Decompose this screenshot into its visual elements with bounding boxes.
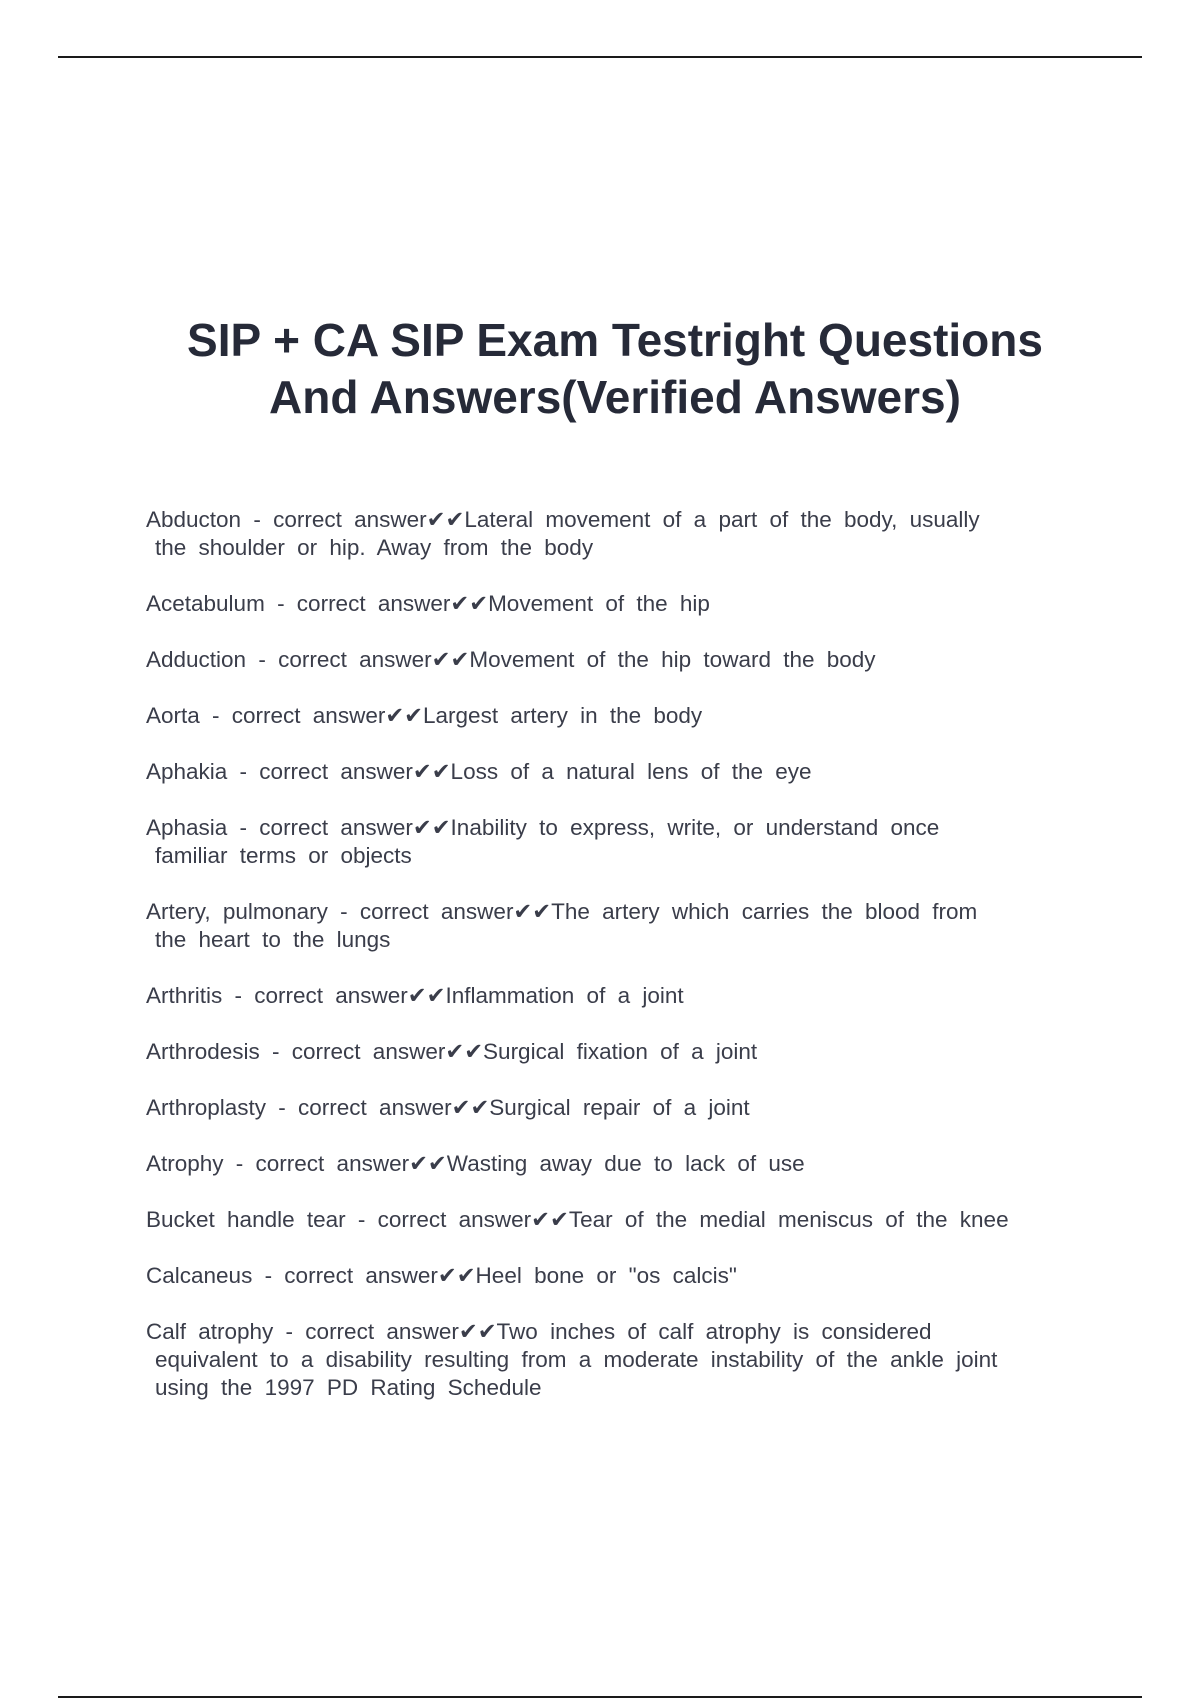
qa-line: Bucket handle tear - correct answer✔✔Tear of the medial meniscus of the knee: [146, 1207, 1009, 1232]
bottom-rule: [58, 1696, 1142, 1698]
qa-line: Aphakia - correct answer✔✔Loss of a natural lens of the eye: [146, 759, 812, 784]
qa-line: Atrophy - correct answer✔✔Wasting away due to lack of use: [146, 1151, 805, 1176]
qa-item: [146, 1206, 1086, 1234]
qa-item: [146, 814, 1086, 870]
top-rule: [58, 56, 1142, 58]
page-title-line: SIP + CA SIP Exam Testright Questions: [187, 314, 1043, 366]
qa-line: Arthrodesis - correct answer✔✔Surgical fixation of a joint: [146, 1039, 758, 1064]
qa-line: equivalent to a disability resulting from a moderate instability of the ankle joint: [155, 1347, 998, 1372]
qa-item: [146, 1262, 1086, 1290]
qa-item: [146, 1150, 1086, 1178]
qa-item: [146, 506, 1086, 562]
qa-item: [146, 1038, 1086, 1066]
qa-line: Acetabulum - correct answer✔✔Movement of the hip: [146, 591, 710, 616]
qa-item: [146, 1318, 1086, 1402]
qa-line: Abducton - correct answer✔✔Lateral movement of a part of the body, usually: [146, 507, 980, 532]
page-title: [140, 312, 1090, 426]
page-title-line: And Answers(Verified Answers): [269, 371, 961, 423]
qa-line: the shoulder or hip. Away from the body: [155, 535, 594, 560]
qa-list: [146, 506, 1086, 1430]
qa-item: [146, 982, 1086, 1010]
qa-line: Calf atrophy - correct answer✔✔Two inches of calf atrophy is considered: [146, 1319, 932, 1344]
qa-line: Calcaneus - correct answer✔✔Heel bone or "os calcis": [146, 1263, 737, 1288]
qa-line: Arthritis - correct answer✔✔Inflammation of a joint: [146, 983, 684, 1008]
qa-item: [146, 590, 1086, 618]
qa-line: using the 1997 PD Rating Schedule: [155, 1375, 542, 1400]
qa-item: [146, 1094, 1086, 1122]
qa-line: Arthroplasty - correct answer✔✔Surgical repair of a joint: [146, 1095, 750, 1120]
qa-item: [146, 758, 1086, 786]
qa-line: Artery, pulmonary - correct answer✔✔The artery which carries the blood from: [146, 899, 978, 924]
qa-line: the heart to the lungs: [155, 927, 391, 952]
qa-line: familiar terms or objects: [155, 843, 412, 868]
qa-item: [146, 646, 1086, 674]
qa-item: [146, 702, 1086, 730]
qa-line: Aphasia - correct answer✔✔Inability to express, write, or understand once: [146, 815, 940, 840]
qa-item: [146, 898, 1086, 954]
qa-line: Adduction - correct answer✔✔Movement of the hip toward the body: [146, 647, 876, 672]
qa-line: Aorta - correct answer✔✔Largest artery in the body: [146, 703, 703, 728]
